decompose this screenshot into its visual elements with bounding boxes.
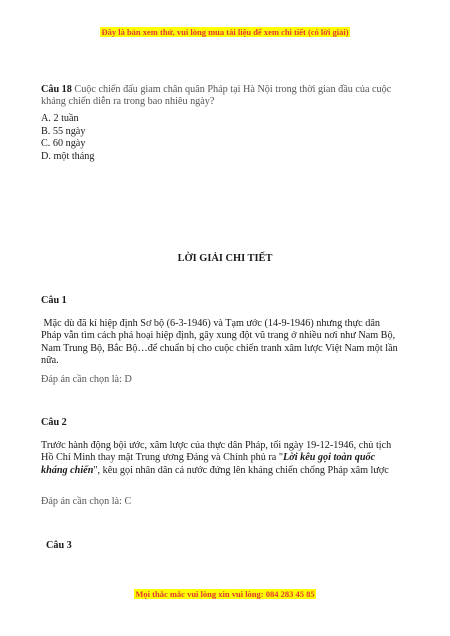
cau-1-answer: Đáp án cần chọn là: D <box>41 374 132 385</box>
cau-1-title: Câu 1 <box>41 295 67 306</box>
cau-2-title: Câu 2 <box>41 417 67 428</box>
option-c: C. 60 ngày <box>41 138 86 150</box>
cau-2-text-before: Trước hành động bội ước, xâm lược của thực dân Pháp, tối ngày 19-12-1946, chủ tịch Hồ Chí Minh thay mặt Trung ương Đảng và Chính phủ ra " <box>41 440 392 464</box>
cau-2-text-after: ", kêu gọi nhân dân cả nước đứng lên kháng chiến chống Pháp xâm lược <box>93 464 389 476</box>
cau-2-body <box>41 440 399 477</box>
preview-notice-banner <box>0 27 450 37</box>
cau-1-body <box>41 318 399 368</box>
option-d: D. một tháng <box>41 150 95 162</box>
question-18-text: Cuộc chiến đấu giam chân quân Pháp tại Hà Nội trong thời gian đầu của cuộc kháng chiến diễn ra trong bao nhiêu ngày? <box>41 84 392 108</box>
contact-banner <box>0 589 450 599</box>
cau-3-title: Câu 3 <box>46 540 72 551</box>
preview-notice-text: Đây là bản xem thử, vui lòng mua tài liệu để xem chi tiết (có lời giải) <box>101 27 349 37</box>
option-b: B. 55 ngày <box>41 125 86 137</box>
question-18-options <box>41 113 399 163</box>
cau-2-answer: Đáp án cần chọn là: C <box>41 496 132 507</box>
cau-1-text: Mặc dù đã kí hiệp định Sơ bộ (6-3-1946) và Tạm ước (14-9-1946) nhưng thực dân Pháp vẫn tìm cách phá hoại hiệp định, gây xung đột vũ trang ở nhiều nơi như Nam Bộ, Nam Trung Bộ, Bắc Bộ…để chuẩn bị cho cuộc chiến tranh xâm lược Việt Nam một lần nữa. <box>41 318 398 367</box>
question-18 <box>41 84 399 109</box>
option-a: A. 2 tuần <box>41 113 79 124</box>
solutions-heading: LỜI GIẢI CHI TIẾT <box>177 253 273 264</box>
cau-2-emphasis: Lời kêu gọi toàn quốc kháng chiến <box>41 452 376 476</box>
contact-text: Mọi thắc mắc vui lòng xin vui lòng: 084 283 45 85 <box>135 589 315 599</box>
question-18-label: Câu 18 <box>41 84 72 95</box>
